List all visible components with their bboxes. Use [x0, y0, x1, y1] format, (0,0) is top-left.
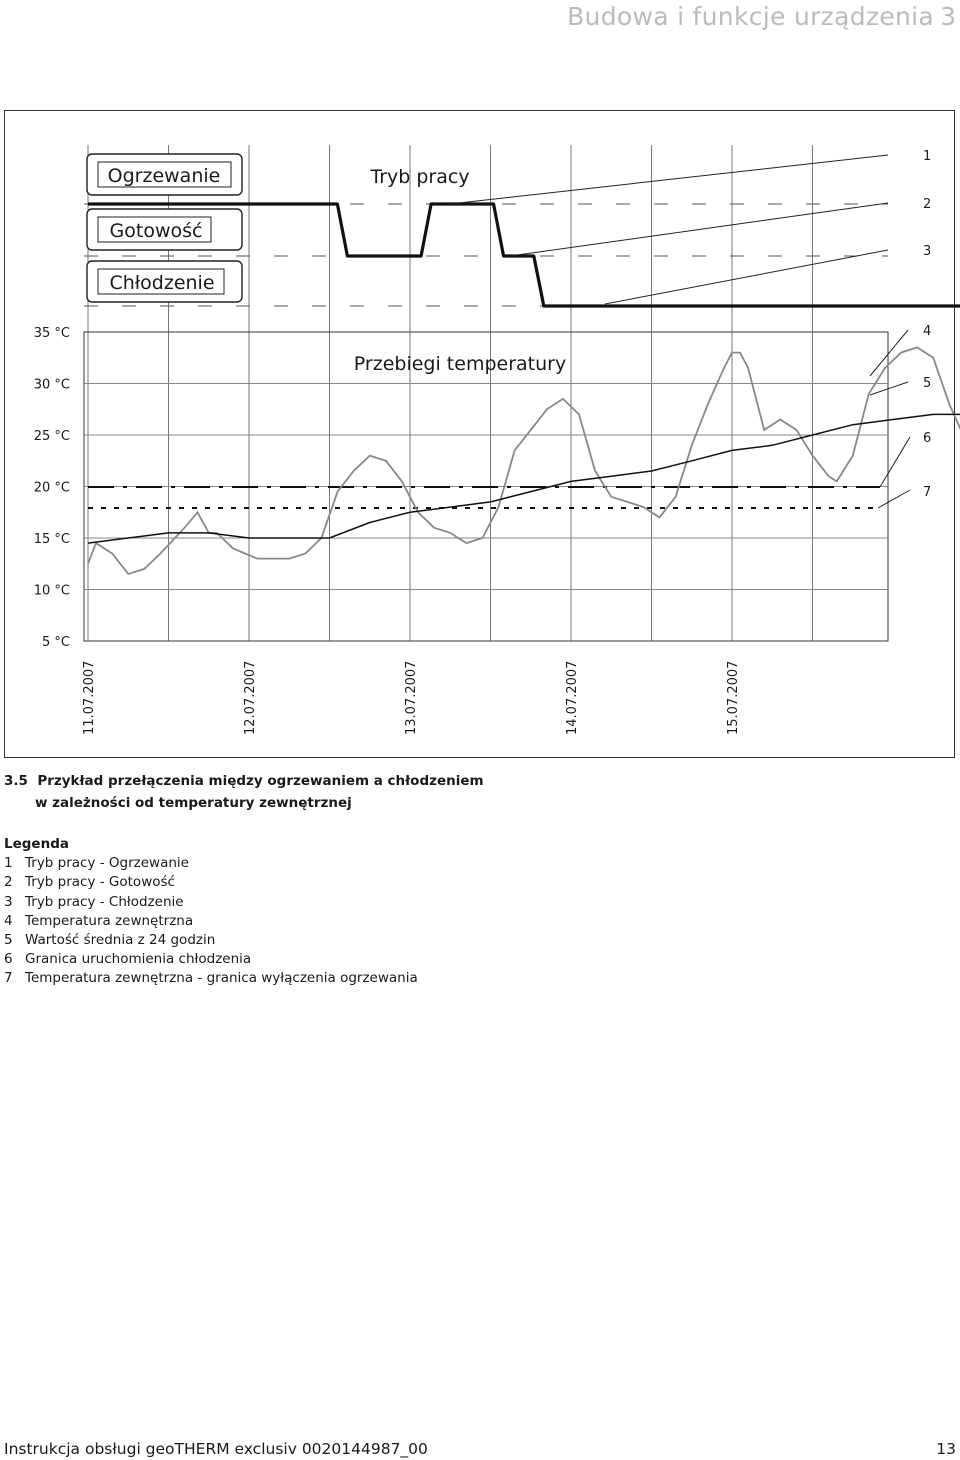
legend-item-text: Temperatura zewnętrzna - granica wyłączenia ogrzewania [25, 970, 418, 987]
header-chapter-number: 3 [940, 2, 956, 31]
caption-line-2: w zależności od temperatury zewnętrznej [35, 795, 352, 811]
mode-box-standby [87, 209, 242, 250]
legend-item [4, 893, 418, 912]
y-tick-label: 5 °C [42, 635, 70, 650]
legend-title: Legenda [4, 836, 69, 852]
callout-number: 2 [923, 197, 932, 212]
callout-number: 1 [923, 149, 932, 164]
temperature-title: Przebiegi temperatury [353, 353, 567, 375]
legend-item-text: Tryb pracy - Ogrzewanie [25, 855, 189, 872]
callout-number: 7 [923, 485, 932, 500]
footer-page-number: 13 [936, 1440, 956, 1458]
y-tick-label: 35 °C [33, 326, 70, 341]
caption-line-1: Przykład przełączenia między ogrzewaniem a chłodzeniem [37, 773, 484, 789]
legend-item-text: Tryb pracy - Gotowość [25, 874, 175, 891]
callout-leader-7 [878, 490, 910, 508]
y-tick-label: 20 °C [33, 480, 70, 496]
callout-number: 4 [923, 324, 932, 339]
callout-leader-2 [510, 203, 888, 256]
legend-item-text: Tryb pracy - Chłodzenie [25, 893, 184, 910]
header-title: Budowa i funkcje urządzenia [567, 2, 934, 31]
x-tick-label: 13.07.2007 [404, 660, 419, 735]
caption-number: 3.5 [4, 773, 28, 789]
callout-number: 6 [923, 431, 932, 446]
legend-item [4, 969, 418, 988]
y-tick-label: 10 °C [33, 583, 70, 599]
y-tick-label: 25 °C [33, 429, 70, 444]
callout-leader-3 [605, 250, 888, 304]
average-24h-line [88, 414, 960, 543]
legend-item-text: Granica uruchomienia chłodzenia [25, 951, 252, 968]
legend-item-number: 4 [4, 912, 13, 929]
legend-item-number: 7 [4, 970, 13, 987]
mode-label-standby: Gotowość [109, 220, 203, 242]
footer-document-title: Instrukcja obsługi geoTHERM exclusiv 0020144987_00 [4, 1440, 428, 1458]
x-tick-label: 11.07.2007 [82, 660, 97, 735]
mode-title: Tryb pracy [370, 166, 470, 188]
x-tick-label: 12.07.2007 [243, 660, 258, 735]
legend-item [4, 950, 418, 969]
callout-leader-1 [450, 155, 888, 204]
x-tick-label: 15.07.2007 [726, 660, 741, 735]
legend-item-number: 3 [4, 893, 13, 910]
legend-item-text: Temperatura zewnętrzna [25, 912, 194, 929]
callout-number: 3 [923, 244, 932, 259]
legend-item [4, 873, 418, 892]
y-tick-label: 15 °C [33, 532, 70, 547]
y-tick-label: 30 °C [33, 377, 70, 393]
mode-box-heating [87, 154, 242, 195]
mode-label-heating: Ogrzewanie [107, 165, 221, 187]
legend-item-number: 5 [4, 932, 13, 949]
outdoor-temperature-line [88, 347, 960, 574]
figure-caption [4, 770, 484, 814]
callout-number: 5 [923, 376, 932, 391]
legend-item [4, 854, 418, 873]
mode-box-cooling [87, 261, 242, 302]
legend-item-number: 1 [4, 855, 13, 872]
legend-item [4, 931, 418, 950]
x-tick-label: 14.07.2007 [565, 660, 580, 735]
legend-item [4, 912, 418, 931]
legend-item-number: 2 [4, 874, 13, 891]
mode-label-cooling: Chłodzenie [109, 272, 215, 294]
legend-item-text: Wartość średnia z 24 godzin [25, 932, 216, 949]
callout-leader-6 [880, 437, 910, 487]
legend-item-number: 6 [4, 951, 13, 968]
legend [4, 835, 418, 989]
